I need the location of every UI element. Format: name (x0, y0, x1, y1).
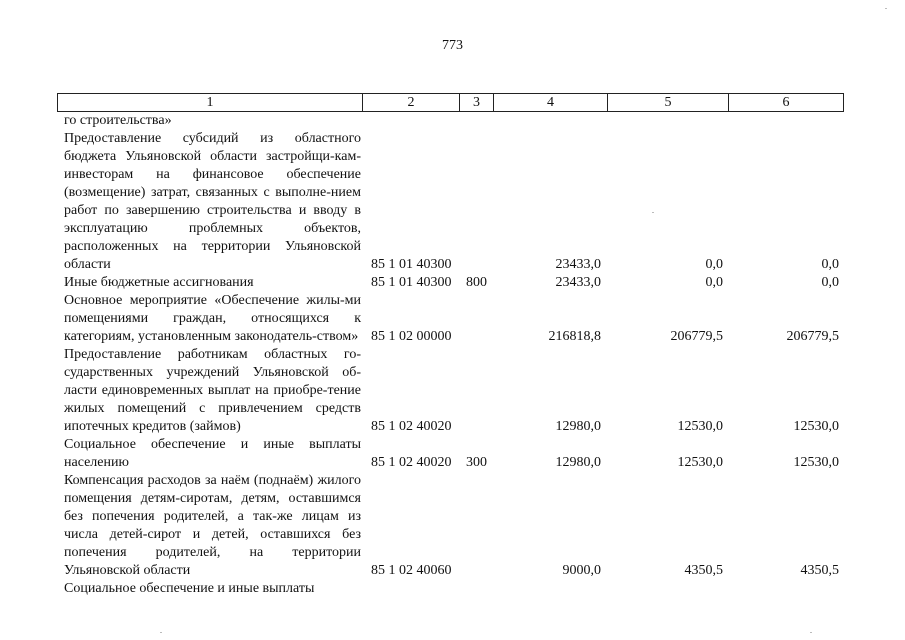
table-row (0, 346, 905, 436)
row-value-2: 0,0 (705, 275, 723, 290)
table-row (0, 436, 905, 472)
row-value-2: 12530,0 (677, 419, 723, 434)
scan-speck (160, 632, 162, 633)
row-value-1: 9000,0 (562, 563, 601, 578)
row-name: Социальное обеспечение и иные выплаты (64, 581, 315, 596)
row-name: Предоставление работникам областных го-сударственных учреждений Ульяновской об-ласти единовременных выплат на приобре-тение жилых помещений с привлечением средств ипотечных кредитов (займов) (64, 347, 361, 434)
column-header-type: 3 (460, 94, 494, 112)
column-header-table (57, 93, 844, 112)
row-value-1: 12980,0 (555, 455, 601, 470)
row-value-2: 4350,5 (684, 563, 723, 578)
row-code: 85 1 01 40300 (371, 275, 452, 290)
row-name: Социальное обеспечение и иные выплаты населению (64, 437, 361, 470)
row-value-1: 216818,8 (548, 329, 601, 344)
scan-speck (652, 212, 654, 213)
row-code: 85 1 02 40060 (371, 563, 452, 578)
row-value-3: 12530,0 (793, 455, 839, 470)
column-header-name: 1 (58, 94, 363, 112)
row-value-3: 0,0 (821, 275, 839, 290)
scan-speck (885, 8, 887, 9)
row-name: Основное мероприятие «Обеспечение жилы-ми помещениями граждан, относящихся к категориям, установленным законодатель-ством» (64, 293, 361, 344)
row-name: Иные бюджетные ассигнования (64, 275, 254, 290)
budget-rows (0, 112, 905, 598)
column-header-code: 2 (363, 94, 460, 112)
table-row (0, 580, 905, 598)
row-name: Предоставление субсидий из областного бюджета Ульяновской области застройщи-кам-инвесторам на финансовое обеспечение (возмещение) затрат, связанных с выполне-нием работ по завершению строительства и вводу в эксплуатацию проблемных объектов, расположенных на территории Ульяновской области (64, 131, 361, 272)
row-name: го строительства» (64, 113, 172, 128)
row-type: 800 (466, 275, 487, 290)
table-row (0, 274, 905, 292)
row-value-3: 206779,5 (786, 329, 839, 344)
row-value-2: 12530,0 (677, 455, 723, 470)
row-code: 85 1 02 00000 (371, 329, 452, 344)
row-type: 300 (466, 455, 487, 470)
column-header-year3: 6 (729, 94, 844, 112)
table-row (0, 112, 905, 130)
row-value-1: 23433,0 (555, 275, 601, 290)
row-value-3: 4350,5 (800, 563, 839, 578)
scan-speck (810, 632, 812, 633)
table-row (0, 292, 905, 346)
column-header-row (58, 94, 844, 112)
column-header-year2: 5 (608, 94, 729, 112)
row-code: 85 1 01 40300 (371, 257, 452, 272)
row-value-2: 0,0 (705, 257, 723, 272)
row-code: 85 1 02 40020 (371, 419, 452, 434)
page-number: 773 (442, 38, 463, 53)
row-value-3: 0,0 (821, 257, 839, 272)
column-header-year1: 4 (494, 94, 608, 112)
row-name: Компенсация расходов за наём (поднаём) жилого помещения детям-сиротам, детям, оставшимся без попечения родителей, а так-же лицам из числа детей-сирот и детей, оставшихся без попечения родителей, на территории Ульяновской области (64, 473, 361, 578)
table-row (0, 130, 905, 274)
row-value-1: 23433,0 (555, 257, 601, 272)
row-value-3: 12530,0 (793, 419, 839, 434)
row-code: 85 1 02 40020 (371, 455, 452, 470)
row-value-2: 206779,5 (670, 329, 723, 344)
row-value-1: 12980,0 (555, 419, 601, 434)
table-row (0, 472, 905, 580)
